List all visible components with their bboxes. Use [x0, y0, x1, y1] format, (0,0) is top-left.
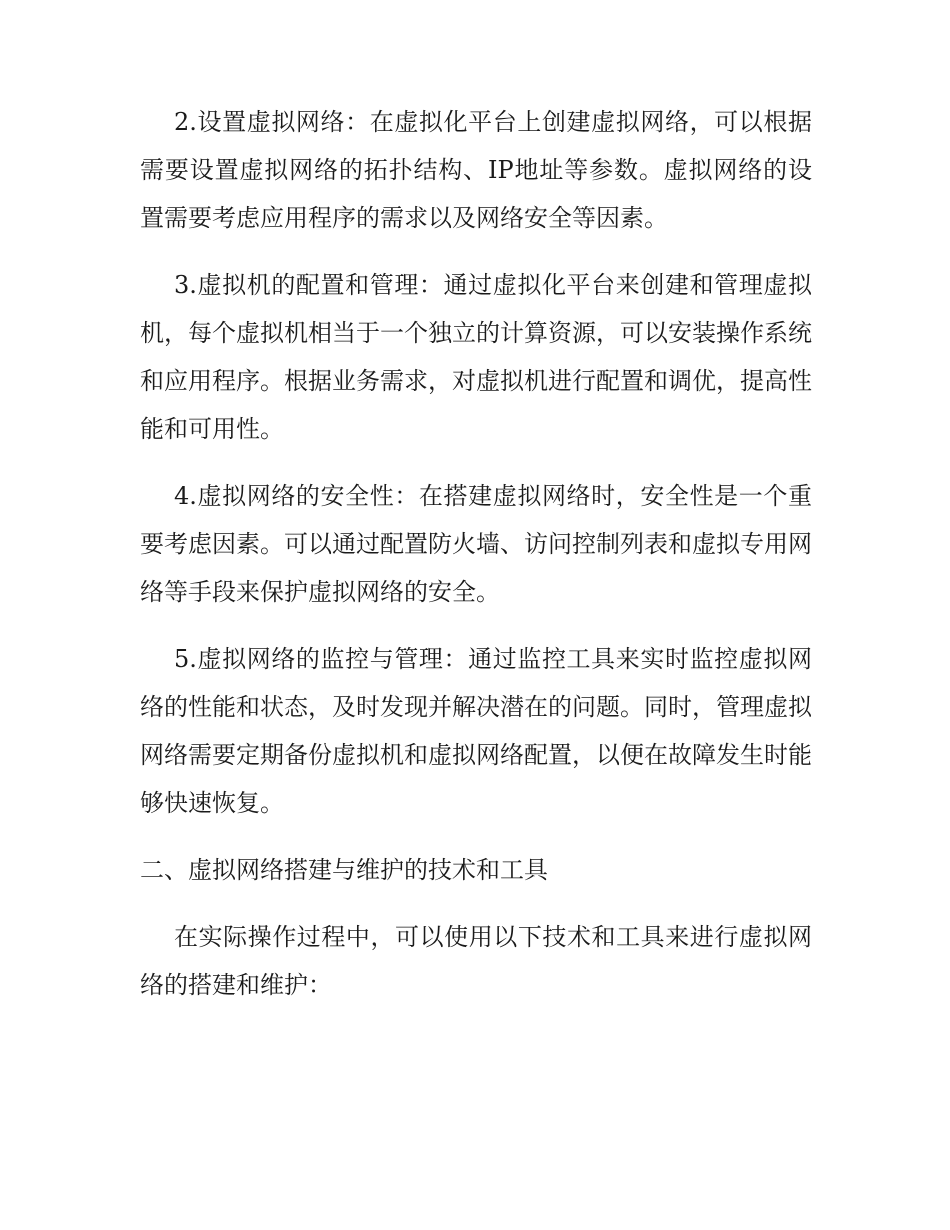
- paragraph-monitoring-management: 5.虚拟网络的监控与管理：通过监控工具来实时监控虚拟网络的性能和状态，及时发现并解决潜在的问题。同时，管理虚拟网络需要定期备份虚拟机和虚拟网络配置，以便在故障发生时能够快速恢复。: [140, 645, 812, 817]
- paragraph-network-security: 4.虚拟网络的安全性：在搭建虚拟网络时，安全性是一个重要考虑因素。可以通过配置防火墙、访问控制列表和虚拟专用网络等手段来保护虚拟网络的安全。: [140, 482, 812, 606]
- paragraph-intro-tools: 在实际操作过程中，可以使用以下技术和工具来进行虚拟网络的搭建和维护：: [140, 923, 812, 999]
- paragraph-virtual-network-setup: 2.设置虚拟网络：在虚拟化平台上创建虚拟网络，可以根据需要设置虚拟网络的拓扑结构、IP地址等参数。虚拟网络的设置需要考虑应用程序的需求以及网络安全等因素。: [140, 108, 812, 232]
- paragraph-vm-configuration: 3.虚拟机的配置和管理：通过虚拟化平台来创建和管理虚拟机，每个虚拟机相当于一个独立的计算资源，可以安装操作系统和应用程序。根据业务需求，对虚拟机进行配置和调优，提高性能和可用性。: [140, 271, 812, 443]
- document-body: [140, 98, 812, 1028]
- section-heading: 二、虚拟网络搭建与维护的技术和工具: [140, 856, 548, 884]
